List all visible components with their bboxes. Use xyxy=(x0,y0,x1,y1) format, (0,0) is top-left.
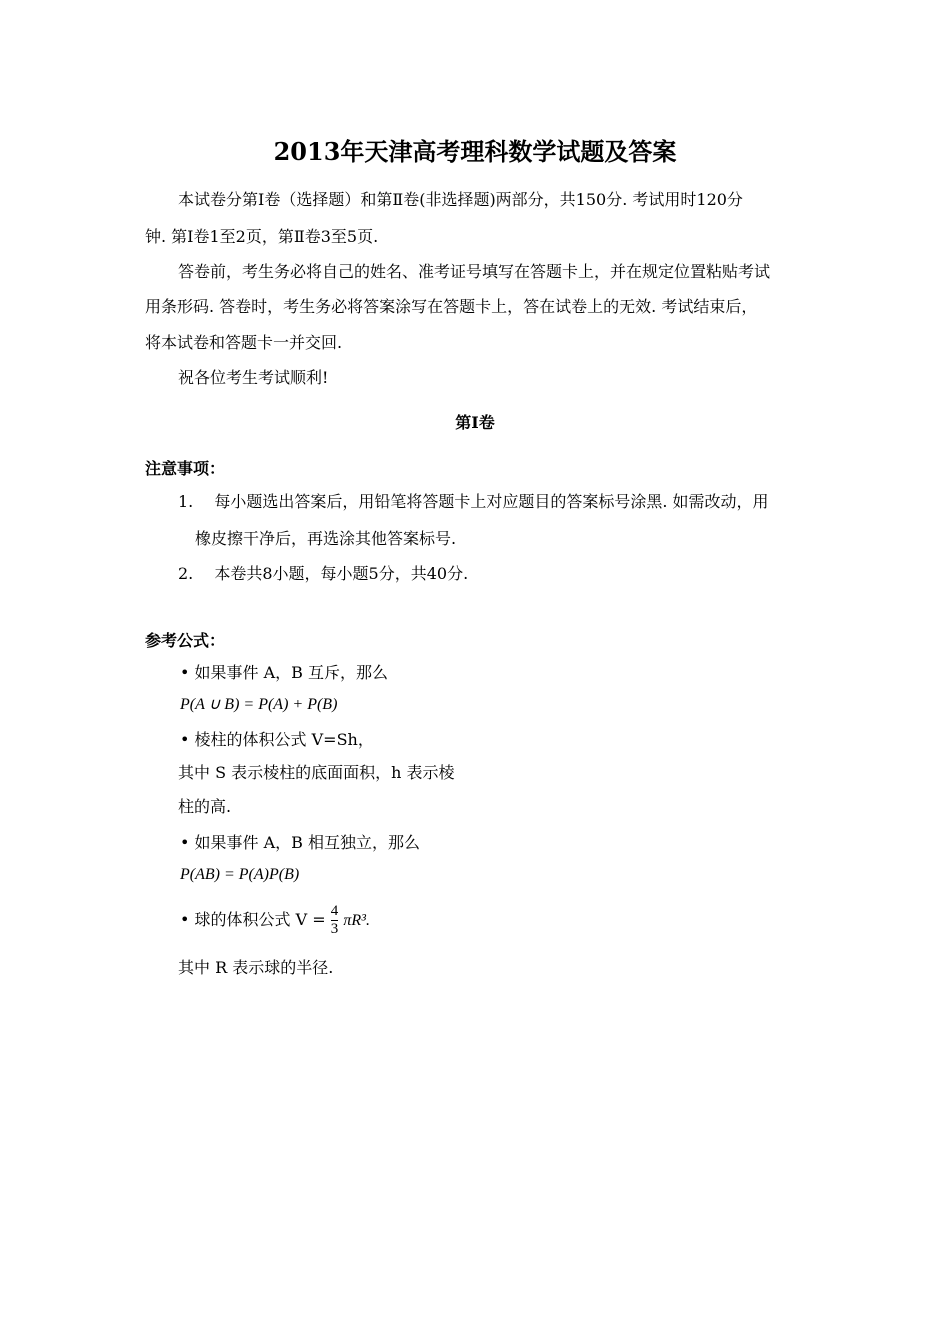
formula-note: 柱的高. xyxy=(178,797,232,816)
formula-note: 其中 S 表示棱柱的底面面积，h 表示棱 xyxy=(178,763,455,782)
denominator: 3 xyxy=(330,921,339,937)
intro-line: 祝各位考生考试顺利! xyxy=(178,368,329,387)
formula-text: • 棱柱的体积公式 V=Sh， xyxy=(180,730,374,749)
notes-heading: 注意事项： xyxy=(145,459,226,478)
formula-tail: πR³. xyxy=(343,912,370,929)
intro-line: 用条形码. 答卷时，考生务必将答案涂写在答题卡上，答在试卷上的无效. 考试结束后， xyxy=(145,297,758,316)
numerator: 4 xyxy=(330,903,339,919)
section-title: 第Ⅰ卷 xyxy=(455,413,495,432)
formula-text: • 球的体积公式 V = xyxy=(180,910,326,929)
fraction xyxy=(331,903,339,938)
formula-text: • 如果事件 A，B 互斥，那么 xyxy=(180,663,389,682)
sphere-volume-formula xyxy=(180,902,370,939)
formula-note: 其中 R 表示球的半径. xyxy=(178,958,334,977)
intro-line: 答卷前，考生务必将自己的姓名、准考证号填写在答题卡上，并在规定位置粘贴考试 xyxy=(178,262,771,281)
intro-line: 钟. 第Ⅰ卷1至2页，第Ⅱ卷3至5页. xyxy=(145,227,379,246)
note-item-continued: 橡皮擦干净后，再选涂其他答案标号. xyxy=(195,529,457,548)
intro-line: 本试卷分第Ⅰ卷（选择题）和第Ⅱ卷(非选择题)两部分，共150分. 考试用时120分 xyxy=(178,190,743,209)
formula-equation: P(A ∪ B) = P(A) + P(B) xyxy=(180,696,338,713)
formula-equation: P(AB) = P(A)P(B) xyxy=(180,866,300,883)
formulas-heading: 参考公式： xyxy=(145,631,226,650)
formula-text: • 如果事件 A，B 相互独立，那么 xyxy=(180,833,421,852)
note-item: 2. 本卷共8小题，每小题5分，共40分. xyxy=(178,564,469,583)
document-title: 2013年天津高考理科数学试题及答案 xyxy=(273,137,677,166)
note-item: 1. 每小题选出答案后，用铅笔将答题卡上对应题目的答案标号涂黑. 如需改动，用 xyxy=(178,492,769,511)
intro-line: 将本试卷和答题卡一并交回. xyxy=(145,333,343,352)
